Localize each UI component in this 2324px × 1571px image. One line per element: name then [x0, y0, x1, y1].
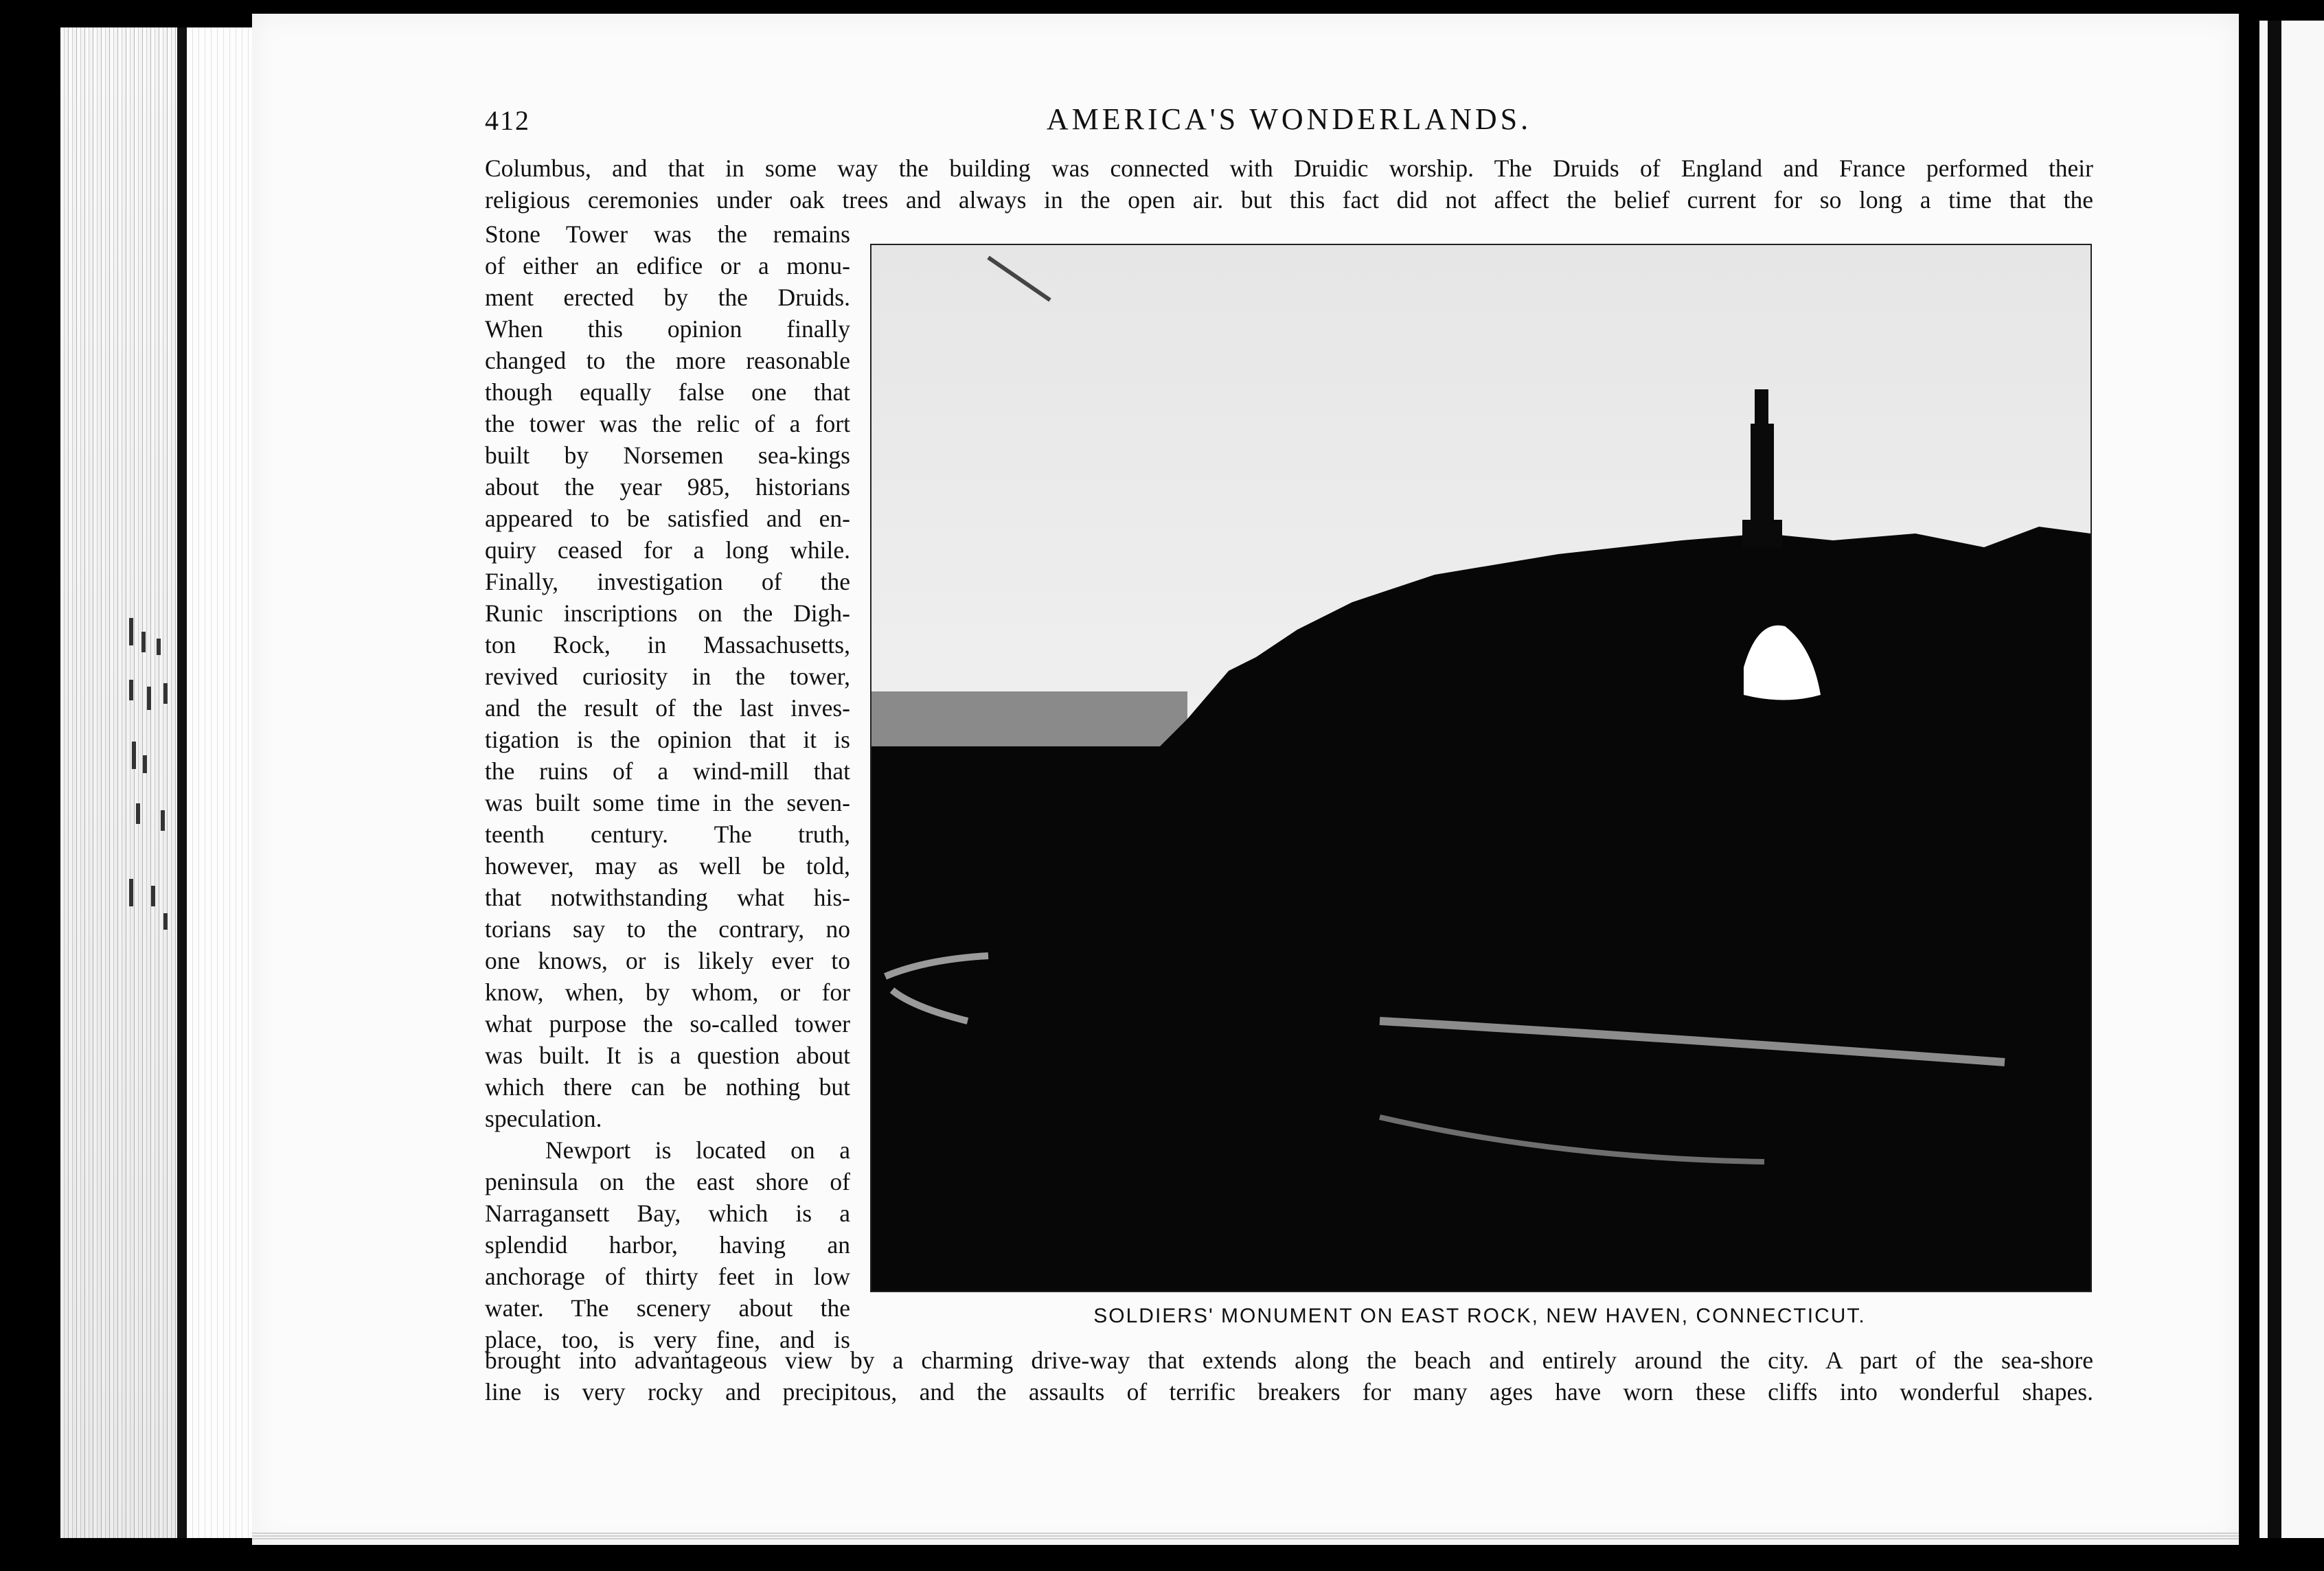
column-line: tigation is the opinion that it is — [485, 726, 850, 753]
left-page-stack — [60, 27, 177, 1538]
column-line: revived curiosity in the tower, — [485, 663, 850, 690]
column-line: teenth century. The truth, — [485, 821, 850, 848]
body-line: religious ceremonies under oak trees and always in the open air. but this fact did not affect the belief current for so long a time that the — [485, 186, 2093, 214]
halftone-photograph — [870, 244, 2092, 1292]
column-line: changed to the more reasonable — [485, 347, 850, 374]
column-line: the tower was the relic of a fort — [485, 410, 850, 437]
photograph-artwork — [872, 245, 2091, 1291]
figure-caption: SOLDIERS' MONUMENT ON EAST ROCK, NEW HAVEN, CONNECTICUT. — [1093, 1305, 1866, 1327]
column-line: Runic inscriptions on the Digh- — [485, 599, 850, 627]
column-line: water. The scenery about the — [485, 1294, 850, 1322]
column-line: was built. It is a question about — [485, 1042, 850, 1069]
running-head — [485, 102, 2093, 143]
column-line: When this opinion finally — [485, 315, 850, 343]
column-line: anchorage of thirty feet in low — [485, 1263, 850, 1290]
column-line: which there can be nothing but — [485, 1073, 850, 1101]
column-line: what purpose the so-called tower — [485, 1010, 850, 1037]
column-line: know, when, by whom, or for — [485, 978, 850, 1006]
column-line: Stone Tower was the remains — [485, 220, 850, 248]
page-bottom-edge — [252, 1533, 2239, 1539]
distant-water — [872, 691, 1187, 746]
page-number: 412 — [485, 105, 530, 136]
column-line: the ruins of a wind-mill that — [485, 757, 850, 785]
column-line: one knows, or is likely ever to — [485, 947, 850, 974]
column-line: Finally, investigation of the — [485, 568, 850, 595]
column-line: about the year 985, historians — [485, 473, 850, 501]
column-line: Narragansett Bay, which is a — [485, 1200, 850, 1227]
monument-shaft — [1751, 424, 1774, 534]
column-line: that notwithstanding what his- — [485, 884, 850, 911]
spine-gap — [177, 27, 187, 1538]
column-line: appeared to be satisfied and en- — [485, 505, 850, 532]
column-line: ment erected by the Druids. — [485, 284, 850, 311]
body-line: Columbus, and that in some way the building was connected with Druidic worship. The Druids of England and France performed their — [485, 154, 2093, 182]
column-line: however, may as well be told, — [485, 852, 850, 880]
leaf-edge — [187, 27, 252, 1538]
column-line: place, too, is very fine, and is — [485, 1326, 850, 1353]
column-line: torians say to the contrary, no — [485, 915, 850, 943]
right-gutter-band — [2268, 21, 2281, 1538]
column-line: quiry ceased for a long while. — [485, 536, 850, 564]
monument-base — [1742, 520, 1782, 547]
column-line: was built some time in the seven- — [485, 789, 850, 816]
column-line: peninsula on the east shore of — [485, 1168, 850, 1195]
monument-statue — [1755, 389, 1768, 431]
right-facing-page-edge — [2259, 21, 2324, 1538]
running-title: AMERICA'S WONDERLANDS. — [1046, 102, 1532, 136]
body-line: brought into advantageous view by a charming drive-way that extends along the beach and entirely around the city. A part of the sea-shore — [485, 1346, 2093, 1374]
column-line: of either an edifice or a monu- — [485, 252, 850, 279]
column-line: though equally false one that — [485, 378, 850, 406]
column-line: speculation. — [485, 1105, 602, 1132]
column-line: splendid harbor, having an — [485, 1231, 850, 1259]
column-line: ton Rock, in Massachusetts, — [485, 631, 850, 658]
column-line: built by Norsemen sea-kings — [485, 442, 850, 469]
body-line: line is very rocky and precipitous, and the assaults of terrific breakers for many ages have worn these cliffs into wonderful shapes. — [485, 1378, 2093, 1406]
column-line: Newport is located on a — [545, 1136, 850, 1164]
edge-tab-marks — [60, 27, 177, 1538]
column-line: and the result of the last inves- — [485, 694, 850, 722]
